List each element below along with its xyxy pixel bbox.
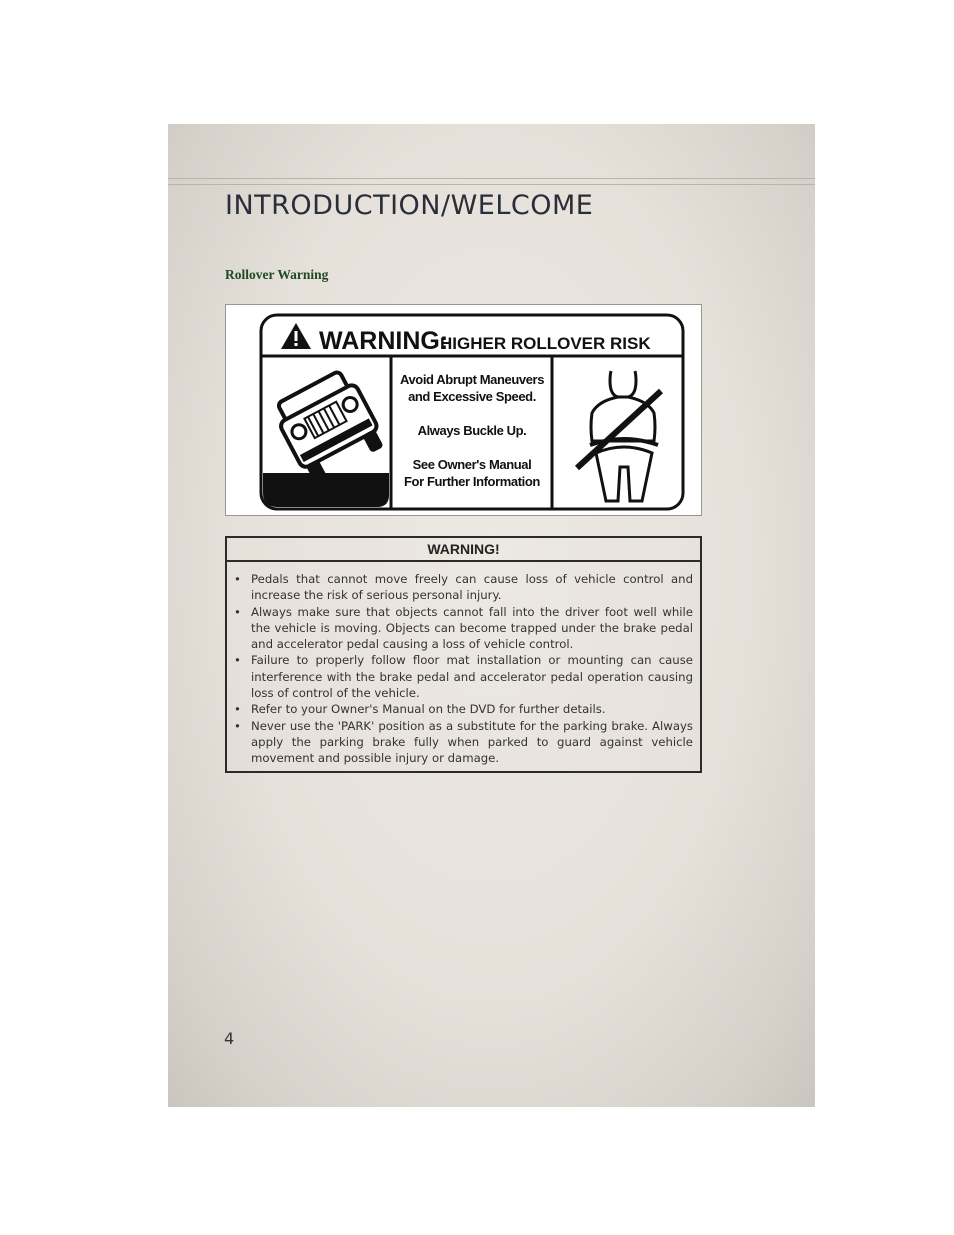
warning-box <box>225 536 702 773</box>
label-line-5: For Further Information <box>404 474 540 489</box>
warning-item <box>234 718 693 767</box>
warning-item <box>234 701 693 717</box>
section-heading: Rollover Warning <box>225 267 329 282</box>
label-line-4: See Owner's Manual <box>412 457 532 472</box>
page-title: INTRODUCTION/WELCOME <box>225 190 594 221</box>
label-line-1: Avoid Abrupt Maneuvers <box>399 372 545 387</box>
warning-item <box>234 571 693 604</box>
bullet: • <box>234 718 241 733</box>
bullet: • <box>234 572 241 586</box>
label-warning-word: WARNING: <box>319 327 449 355</box>
label-line-2: and Excessive Speed. <box>408 389 536 404</box>
warning-item-text: Pedals that cannot move freely can cause loss of vehicle control and increase the risk of serious personal injury. <box>251 572 693 603</box>
warning-item <box>234 652 693 701</box>
rollover-warning-label <box>225 304 702 516</box>
rollover-label-graphic <box>226 305 703 517</box>
bullet: • <box>234 702 241 717</box>
header-rule <box>168 178 815 179</box>
label-headline: HIGHER ROLLOVER RISK <box>440 334 651 353</box>
warning-box-title: WARNING! <box>227 538 700 562</box>
bullet: • <box>234 604 241 619</box>
warning-item-text: Never use the 'PARK' position as a substitute for the parking brake. Always apply the parking brake fully when parked to guard against vehicle movement and possible injury or damage. <box>251 718 693 766</box>
warning-list <box>227 562 700 767</box>
label-line-3: Always Buckle Up. <box>417 423 527 438</box>
header-rule-secondary <box>168 184 815 185</box>
manual-page <box>168 124 815 1107</box>
bullet: • <box>234 653 241 668</box>
warning-item-text: Failure to properly follow floor mat installation or mounting can cause interference with the brake pedal and accelerator pedal operation causing loss of control of the vehicle. <box>251 653 693 701</box>
warning-item <box>234 604 693 653</box>
page-number: 4 <box>224 1029 235 1048</box>
warning-item-text: Always make sure that objects cannot fall into the driver foot well while the vehicle is moving. Objects can become trapped under the brake pedal and accelerator pedal causing a loss of vehicle control. <box>251 604 693 652</box>
warning-item-text: Refer to your Owner's Manual on the DVD for further details. <box>251 702 606 717</box>
